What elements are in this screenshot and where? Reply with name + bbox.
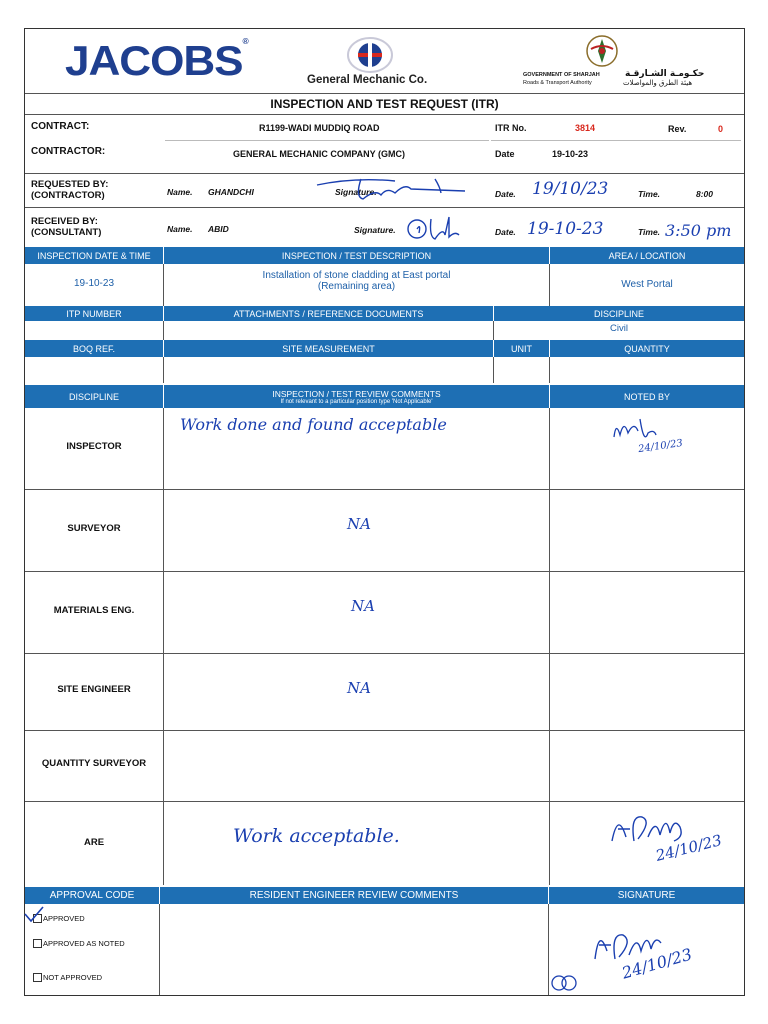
disc-are: ARE: [83, 837, 105, 848]
h-noted-by: NOTED BY: [550, 385, 744, 408]
rec-signature-label: Signature.: [354, 225, 396, 235]
disc-quantity-surveyor: QUANTITY SURVEYOR: [41, 758, 147, 769]
h-area: AREA / LOCATION: [550, 247, 744, 264]
discipline-value: Civil: [610, 323, 628, 334]
form-title: INSPECTION AND TEST REQUEST (ITR): [270, 97, 499, 111]
rev-label: Rev.: [668, 124, 687, 134]
contractor-value: GENERAL MECHANIC COMPANY (GMC): [233, 149, 406, 159]
noted-inspector: 24/10/23: [637, 437, 684, 456]
rec-time-value: 3:50 pm: [665, 221, 732, 240]
req-time-label: Time.: [638, 189, 661, 199]
h-review-discipline: DISCIPLINE: [25, 385, 163, 408]
sharjah-emblem-icon: [581, 33, 623, 71]
company-name: General Mechanic Co.: [307, 74, 428, 86]
rec-time-label: Time.: [638, 227, 661, 237]
comment-materials: NA: [351, 597, 375, 615]
req-name-value: GHANDCHI: [208, 187, 254, 197]
received-label: RECEIVED BY: (CONSULTANT): [31, 216, 102, 238]
approved-checkbox[interactable]: APPROVED: [33, 914, 85, 923]
rec-date-label: Date.: [495, 227, 516, 237]
req-date-label: Date.: [495, 189, 516, 199]
area-location: West Portal: [621, 279, 673, 290]
gov-ar-line1: حكـومـة الشـارقـة: [625, 69, 705, 79]
inspection-date: 19-10-23: [73, 278, 115, 289]
itr-label: ITR No.: [495, 123, 527, 133]
date-value: 19-10-23: [552, 149, 589, 159]
rev-value: 0: [718, 124, 724, 134]
h-itp: ITP NUMBER: [25, 306, 163, 321]
comment-surveyor: NA: [347, 515, 371, 533]
h-unit: UNIT: [494, 340, 549, 357]
rec-date-value: 19-10-23: [527, 219, 604, 239]
req-signature-label: Signature.: [335, 187, 377, 197]
requested-label: REQUESTED BY: (CONTRACTOR): [31, 179, 109, 201]
rec-name-label: Name.: [167, 224, 193, 234]
h-inspection-desc: INSPECTION / TEST DESCRIPTION: [164, 247, 549, 264]
inspection-desc: Installation of stone cladding at East portal (Remaining area): [262, 270, 451, 292]
req-name-label: Name.: [167, 187, 193, 197]
h-review-comments: INSPECTION / TEST REVIEW COMMENTS If not relevant to a particular position type 'Not Applicable': [164, 385, 549, 408]
re-signature-date: 24/10/23: [619, 944, 695, 983]
h-discipline: DISCIPLINE: [494, 306, 744, 321]
h-attachments: ATTACHMENTS / REFERENCE DOCUMENTS: [164, 306, 493, 321]
comment-site-engineer: NA: [347, 679, 371, 697]
req-time-value: 8:00: [696, 189, 714, 199]
h-quantity: QUANTITY: [550, 340, 744, 357]
h-approval-code: APPROVAL CODE: [25, 887, 159, 904]
contractor-label: CONTRACTOR:: [31, 146, 106, 157]
rec-name-value: ABID: [208, 224, 229, 234]
not-approved-checkbox[interactable]: NOT APPROVED: [33, 973, 102, 982]
h-re-comments: RESIDENT ENGINEER REVIEW COMMENTS: [160, 887, 548, 904]
checkmark-icon: [23, 905, 45, 928]
contract-value: R1199-WADI MUDDIQ ROAD: [259, 123, 380, 133]
h-inspection-date: INSPECTION DATE & TIME: [25, 247, 163, 264]
itr-form: [24, 28, 745, 996]
gov-en-line1: GOVERNMENT OF SHARJAH: [523, 72, 600, 78]
h-boq: BOQ REF.: [25, 340, 163, 357]
disc-materials: MATERIALS ENG.: [53, 605, 135, 616]
h-site-measurement: SITE MEASUREMENT: [164, 340, 493, 357]
disc-site-engineer: SITE ENGINEER: [57, 684, 131, 695]
date-label: Date: [495, 149, 515, 159]
comment-inspector: Work done and found acceptable: [180, 415, 447, 434]
req-date-value: 19/10/23: [532, 179, 609, 199]
disc-surveyor: SURVEYOR: [67, 523, 121, 534]
contract-label: CONTRACT:: [31, 121, 90, 132]
itr-number: 3814: [575, 123, 596, 133]
comment-are: Work acceptable.: [233, 825, 400, 847]
gmc-logo-icon: [347, 37, 393, 73]
approved-as-noted-checkbox[interactable]: APPROVED AS NOTED: [33, 939, 125, 948]
noted-are: 24/10/23: [653, 831, 724, 865]
gov-ar-line2: هيئة الطرق والمواصلات: [623, 79, 693, 87]
received-signature: [405, 213, 465, 248]
jacobs-logo: JACOBS®: [65, 37, 248, 84]
h-signature: SIGNATURE: [549, 887, 744, 904]
gov-en-line2: Roads & Transport Authority: [523, 80, 592, 86]
requested-signature: [315, 169, 485, 208]
disc-inspector: INSPECTOR: [66, 441, 122, 452]
